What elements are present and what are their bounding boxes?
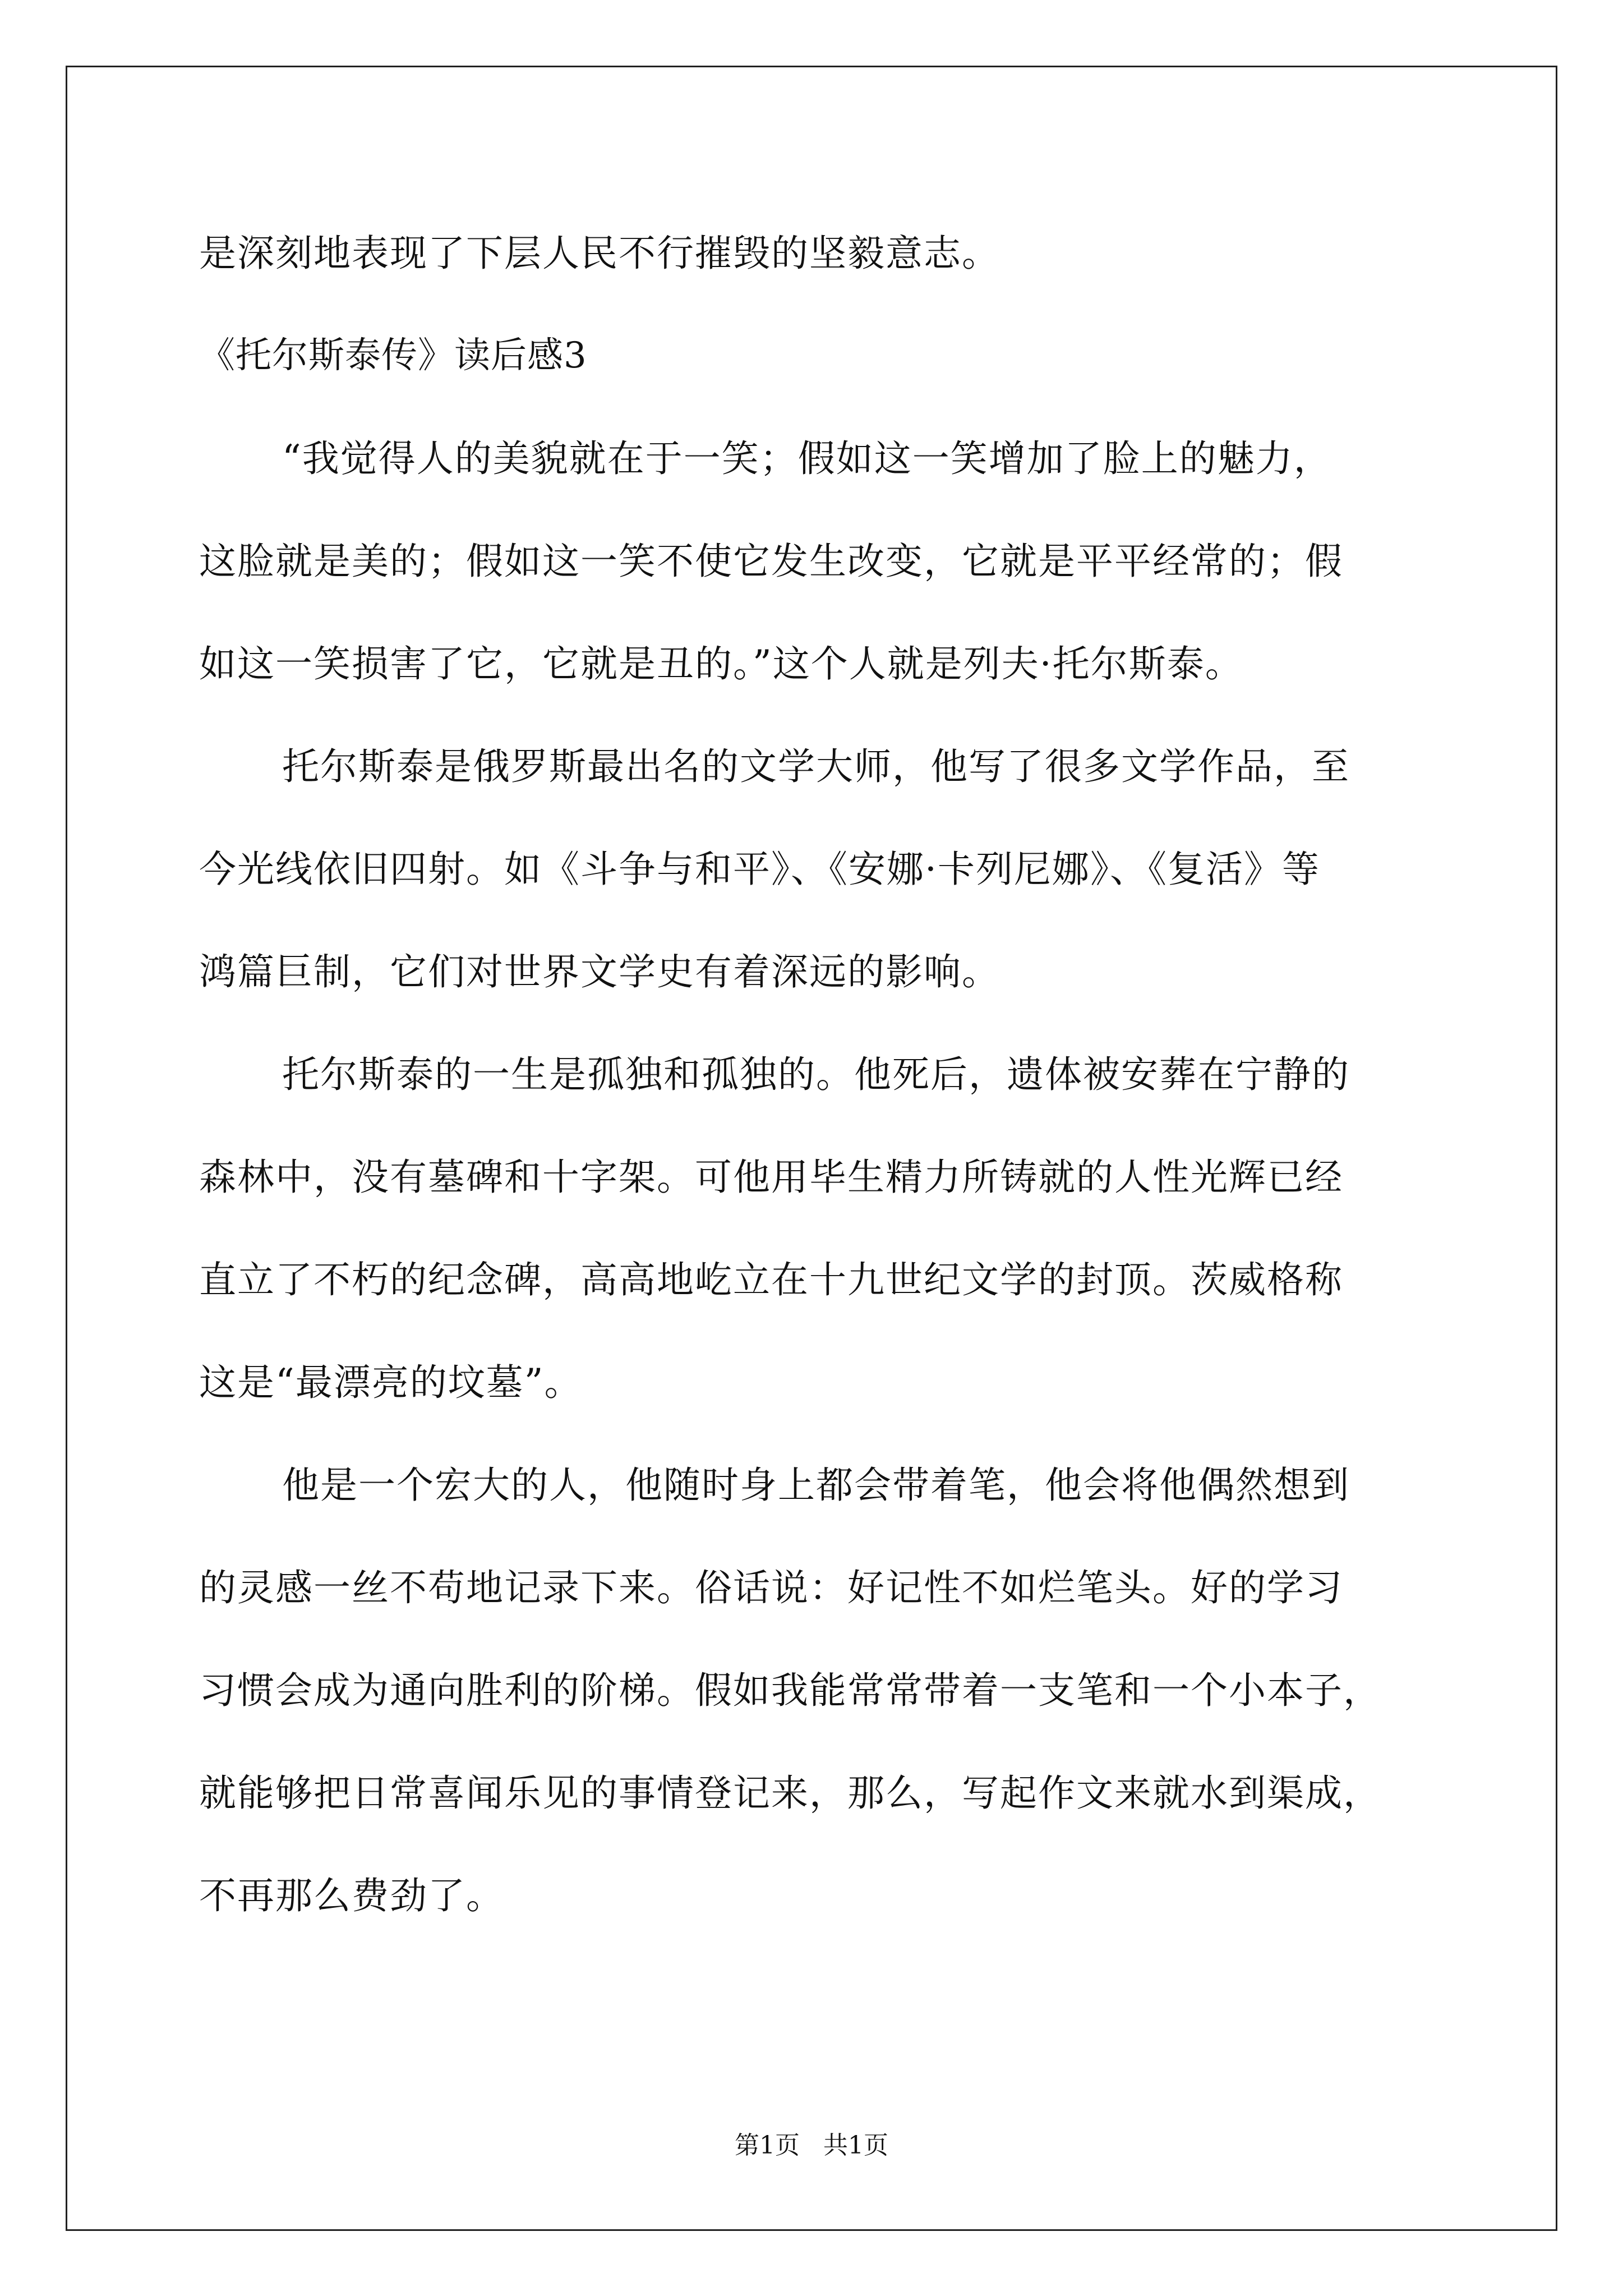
- text-line: 直立了不朽的纪念碑，高高地屹立在十九世纪文学的封顶。茨威格称: [199, 1258, 1343, 1301]
- text-line: 的灵感一丝不苟地记录下来。俗话说：好记性不如烂笔头。好的学习: [199, 1566, 1343, 1609]
- text-line: 鸿篇巨制，它们对世界文学史有着深远的影响。: [199, 950, 1000, 993]
- text-line: 森林中，没有墓碑和十字架。可他用毕生精力所铸就的人性光辉已经: [199, 1156, 1343, 1199]
- text-line: 就能够把日常喜闻乐见的事情登记来，那么，写起作文来就水到渠成，: [199, 1772, 1381, 1815]
- text-line: 今光线依旧四射。如《斗争与和平》、《安娜·卡列尼娜》、《复活》等: [199, 848, 1320, 891]
- section-title: 《托尔斯泰传》读后感3: [199, 335, 587, 376]
- text-line: 如这一笑损害了它，它就是丑的。”这个人就是列夫·托尔斯泰。: [199, 642, 1243, 685]
- text-line: 他是一个宏大的人，他随时身上都会带着笔，他会将他偶然想到: [282, 1464, 1350, 1507]
- document-body: [199, 202, 1433, 1947]
- text-line: 托尔斯泰的一生是孤独和孤独的。他死后，遗体被安葬在宁静的: [282, 1053, 1350, 1096]
- text-line: “我觉得人的美貌就在于一笑；假如这一笑增加了脸上的魅力，: [282, 437, 1332, 480]
- text-line: 是深刻地表现了下层人民不行摧毁的坚毅意志。: [199, 232, 1000, 275]
- page-footer: [0, 2129, 1623, 2162]
- page-total: 共1页: [823, 2131, 888, 2160]
- text-line: 习惯会成为通向胜利的阶梯。假如我能常常带着一支笔和一个小本子，: [199, 1669, 1381, 1712]
- text-line: 这脸就是美的；假如这一笑不使它发生改变，它就是平平经常的；假: [199, 540, 1343, 583]
- page-number: 第1页: [735, 2131, 800, 2160]
- text-line: 不再那么费劲了。: [199, 1874, 504, 1917]
- text-line: 这是“最漂亮的坟墓”。: [199, 1361, 583, 1404]
- text-line: 托尔斯泰是俄罗斯最出名的文学大师，他写了很多文学作品，至: [282, 745, 1350, 788]
